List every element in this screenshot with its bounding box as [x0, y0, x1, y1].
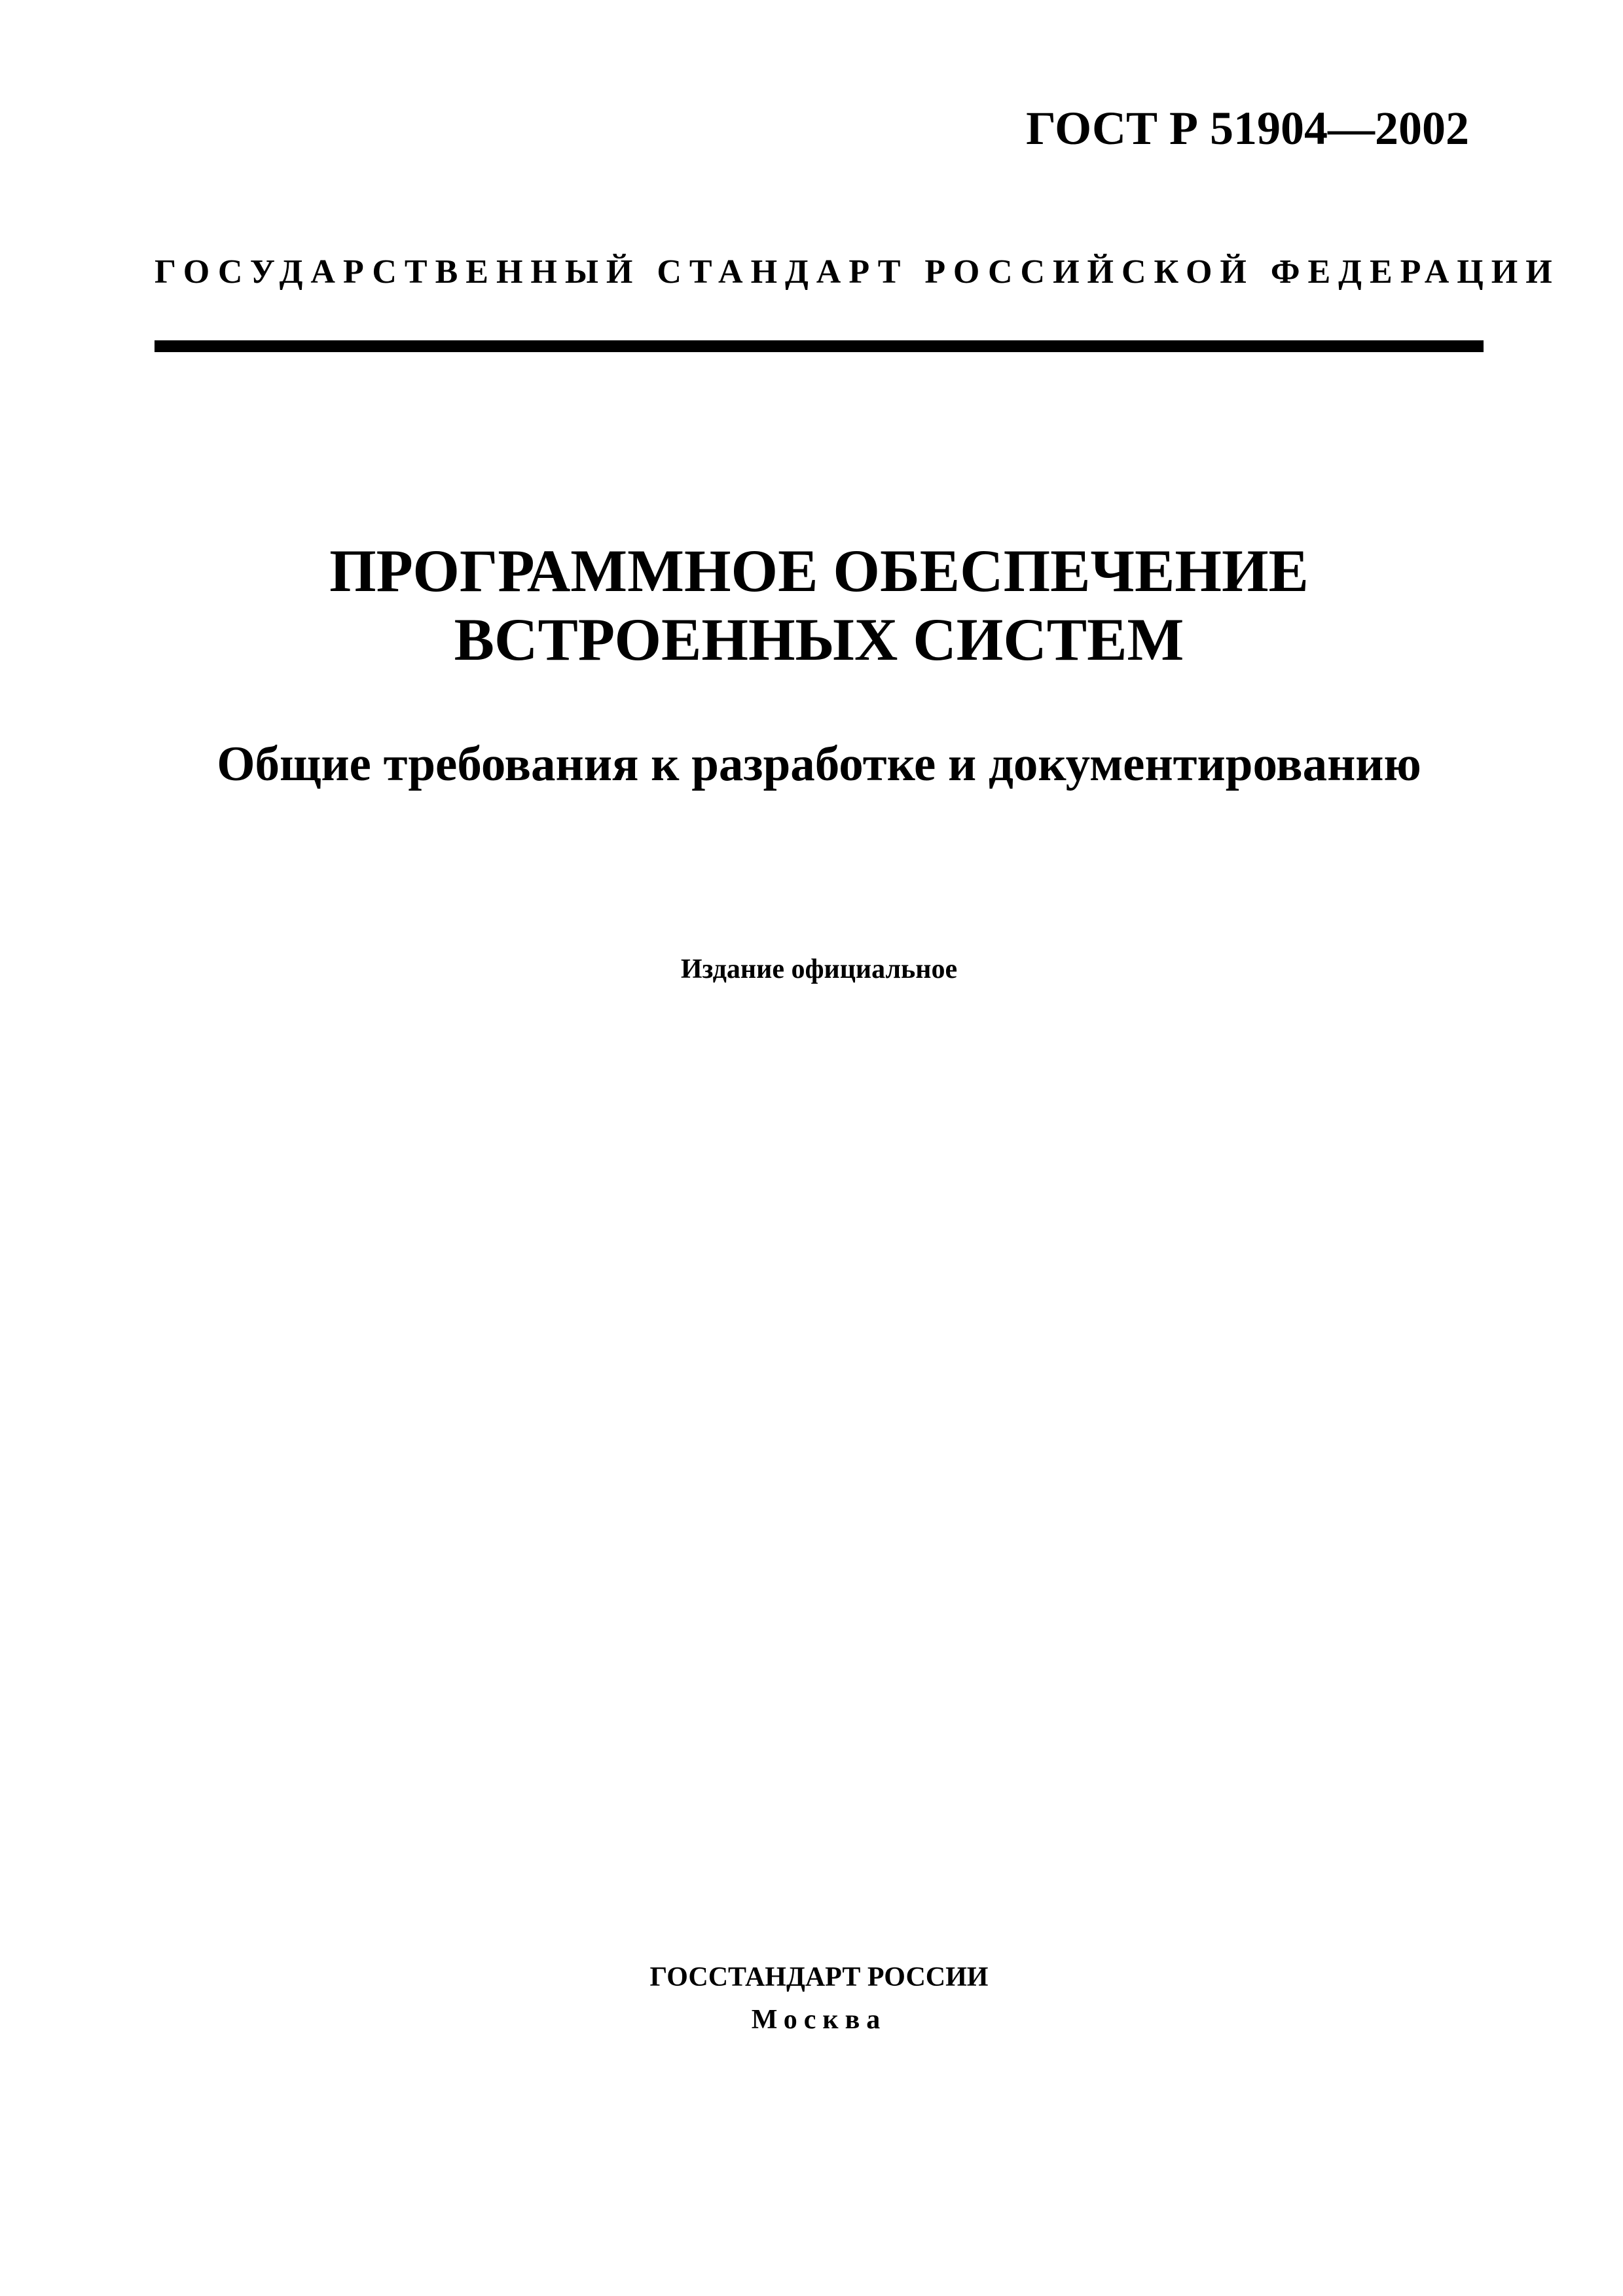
edition-note: Издание официальное	[680, 954, 958, 984]
publication-city: Москва	[751, 2005, 887, 2035]
main-title-line-1: ПРОГРАММНОЕ ОБЕСПЕЧЕНИЕ	[329, 537, 1309, 604]
state-standard-heading: ГОСУДАРСТВЕННЫЙ СТАНДАРТ РОССИЙСКОЙ ФЕДЕРАЦИИ	[155, 253, 1560, 291]
document-code: ГОСТ Р 51904—2002	[1026, 102, 1469, 154]
publisher: ГОССТАНДАРТ РОССИИ	[649, 1962, 989, 1992]
main-title-line-2: ВСТРОЕННЫХ СИСТЕМ	[454, 606, 1184, 673]
subtitle: Общие требования к разработке и документированию	[217, 737, 1421, 791]
header-rule	[155, 340, 1484, 352]
main-title	[155, 537, 1484, 674]
